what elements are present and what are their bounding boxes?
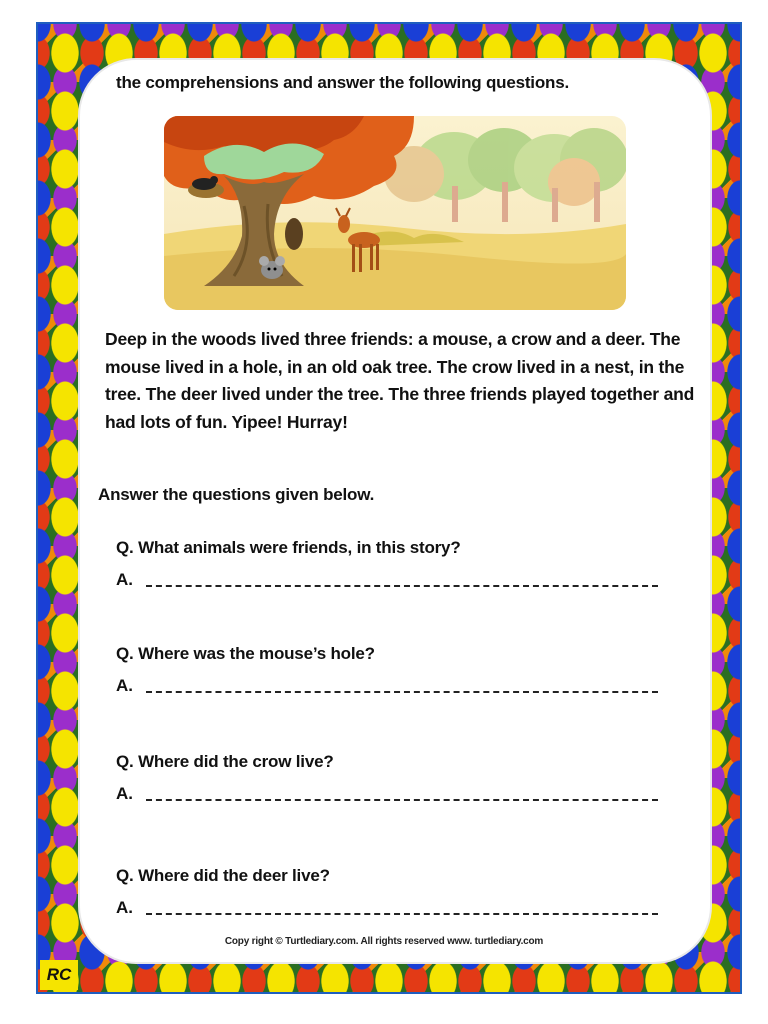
questions-heading: Answer the questions given below. — [98, 485, 375, 504]
question-text: Q. Where did the deer live? — [116, 866, 330, 885]
instructions-text: the comprehensions and answer the following questions. — [116, 73, 569, 92]
answer-line[interactable] — [146, 799, 658, 801]
rc-badge: RC — [40, 960, 78, 990]
question-text: Q. Where did the crow live? — [116, 752, 334, 771]
question-block-3 — [116, 752, 676, 804]
answer-label: A. — [116, 570, 133, 589]
story-paragraph: Deep in the woods lived three friends: a mouse, a crow and a deer. The mouse lived in a hole, in an old oak tree. The crow lived in a nest, in the tree. The deer lived under the tree. The three friends played together and had lots of fun. Yipee! Hurray! — [105, 329, 695, 432]
answer-label: A. — [116, 676, 133, 695]
question-block-2 — [116, 644, 676, 696]
answer-line[interactable] — [146, 585, 658, 587]
question-block-1 — [116, 538, 676, 590]
story-illustration — [164, 116, 626, 310]
answer-line[interactable] — [146, 913, 658, 915]
question-block-4 — [116, 866, 676, 918]
question-text: Q. What animals were friends, in this story? — [116, 538, 461, 557]
answer-label: A. — [116, 784, 133, 803]
answer-label: A. — [116, 898, 133, 917]
answer-line[interactable] — [146, 691, 658, 693]
question-text: Q. Where was the mouse’s hole? — [116, 644, 375, 663]
copyright-footer: Copy right © Turtlediary.com. All rights reserved www. turtlediary.com — [224, 936, 544, 947]
